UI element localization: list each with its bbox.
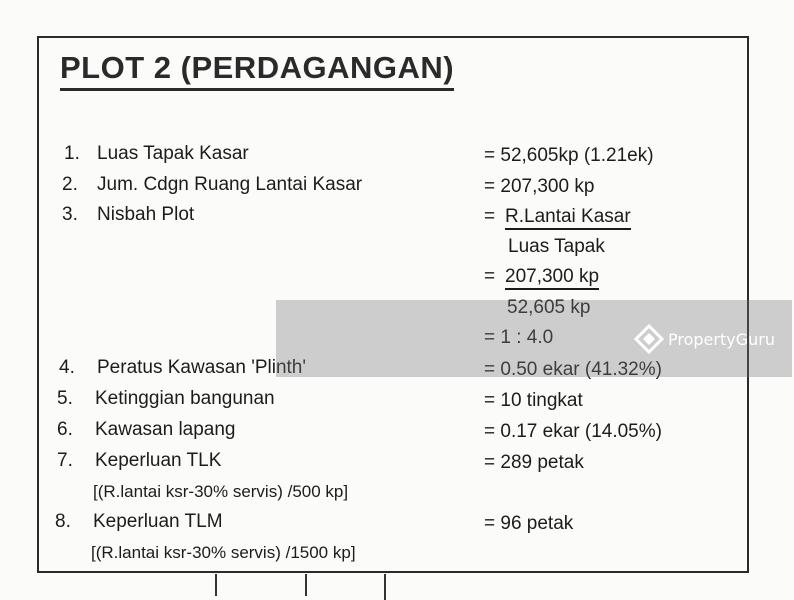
item-label: Luas Tapak Kasar <box>97 143 249 164</box>
item-value: = 289 petak <box>484 452 584 473</box>
item-label: Ketinggian bangunan <box>95 388 275 409</box>
watermark-text: PropertyGuru <box>668 330 775 349</box>
page-title: PLOT 2 (PERDAGANGAN) <box>60 50 454 91</box>
fraction-denominator: Luas Tapak <box>508 236 605 257</box>
item-formula: [(R.lantai ksr-30% servis) /500 kp] <box>93 482 349 501</box>
item-label: Jum. Cdgn Ruang Lantai Kasar <box>97 174 363 195</box>
scan-mark <box>215 574 217 596</box>
item-label: Peratus Kawasan 'Plinth' <box>97 357 306 378</box>
item-number: 2. <box>62 174 78 195</box>
item-number: 8. <box>55 511 71 532</box>
item-number: 5. <box>57 388 73 409</box>
item-value: = 207,300 kp <box>484 176 595 197</box>
fraction-equals: = <box>484 206 496 227</box>
fraction-denominator: 52,605 kp <box>507 297 591 318</box>
item-label: Keperluan TLK <box>95 450 222 471</box>
propertyguru-logo-icon <box>634 324 664 354</box>
item-value: = 1 : 4.0 <box>484 327 554 348</box>
item-number: 1. <box>64 143 80 164</box>
item-label: Keperluan TLM <box>93 511 223 532</box>
item-number: 6. <box>57 419 73 440</box>
item-label: Kawasan lapang <box>95 419 236 440</box>
item-number: 4. <box>59 357 75 378</box>
scan-mark <box>305 574 307 596</box>
item-value: = 10 tingkat <box>484 390 583 411</box>
item-number: 7. <box>57 450 73 471</box>
item-value: = 52,605kp (1.21ek) <box>484 145 654 166</box>
fraction-numerator: 207,300 kp <box>505 266 599 288</box>
item-value: = 0.50 ekar (41.32%) <box>484 359 662 380</box>
item-number: 3. <box>62 204 78 225</box>
item-value: = 96 petak <box>484 513 574 534</box>
fraction-equals: = <box>484 266 496 287</box>
fraction-numerator: R.Lantai Kasar <box>505 206 631 228</box>
item-value: = 0.17 ekar (14.05%) <box>484 421 662 442</box>
scan-mark <box>384 574 386 600</box>
item-label: Nisbah Plot <box>97 204 195 225</box>
item-formula: [(R.lantai ksr-30% servis) /1500 kp] <box>91 543 356 562</box>
